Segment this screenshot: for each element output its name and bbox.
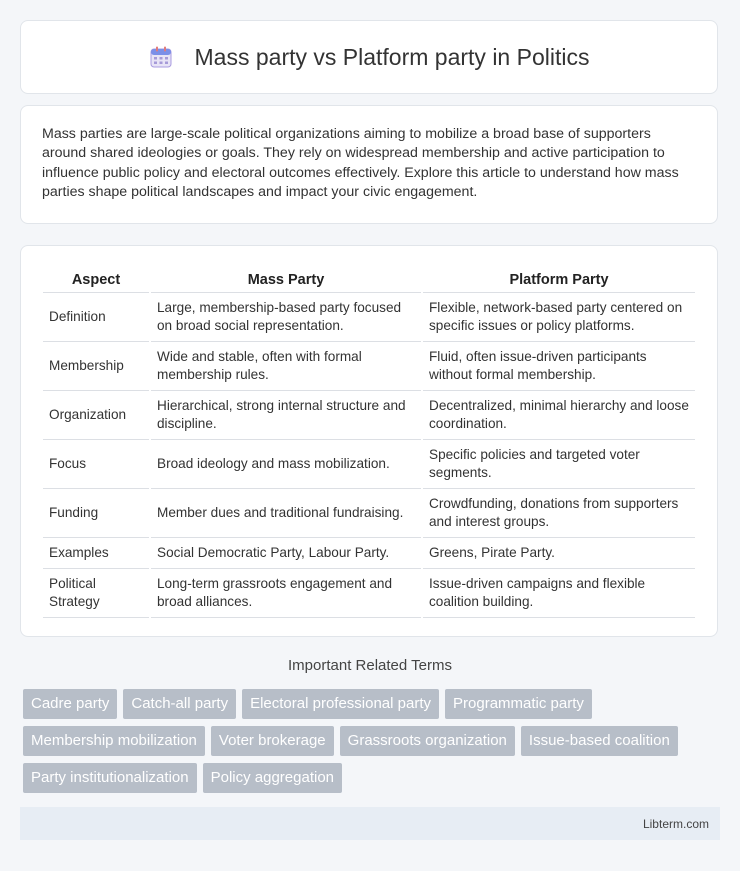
footer-site-link[interactable]: Libterm.com (642, 817, 709, 831)
header-aspect: Aspect (43, 264, 149, 293)
row-aspect: Funding (43, 489, 149, 538)
row-platform-party: Greens, Pirate Party. (423, 538, 695, 569)
row-platform-party: Specific policies and targeted voter segments. (423, 440, 695, 489)
table-row (43, 391, 695, 440)
row-platform-party: Issue-driven campaigns and flexible coalition building. (423, 569, 695, 618)
header-platform-party: Platform Party (423, 264, 695, 293)
table-row (43, 342, 695, 391)
row-platform-party: Flexible, network-based party centered on specific issues or policy platforms. (423, 293, 695, 342)
footer (20, 807, 720, 840)
row-mass-party: Broad ideology and mass mobilization. (151, 440, 421, 489)
row-mass-party: Member dues and traditional fundraising. (151, 489, 421, 538)
title-wrap (149, 44, 590, 71)
related-term-tag[interactable]: Issue-based coalition (521, 726, 678, 756)
related-term-tag[interactable]: Grassroots organization (340, 726, 515, 756)
related-term-tag[interactable]: Voter brokerage (211, 726, 334, 756)
header-card (20, 20, 718, 94)
page-title: Mass party vs Platform party in Politics (194, 43, 590, 70)
table-row (43, 489, 695, 538)
comparison-card (20, 245, 718, 637)
intro-text: Mass parties are large-scale political organizations aiming to mobilize a broad base of supporters around shared ideologies or goals. They rely on widespread membership and active participation to influence public policy and electoral outcomes effectively. Explore this article to understand how mass parties shape political landscapes and impact your civic engagement. (42, 126, 679, 200)
related-terms-title: Important Related Terms (288, 657, 452, 674)
table-row (43, 440, 695, 489)
row-platform-party: Crowdfunding, donations from supporters and interest groups. (423, 489, 695, 538)
row-mass-party: Long-term grassroots engagement and broad alliances. (151, 569, 421, 618)
header-mass-party: Mass Party (151, 264, 421, 293)
calendar-icon (149, 45, 173, 69)
row-platform-party: Decentralized, minimal hierarchy and loose coordination. (423, 391, 695, 440)
related-term-tag[interactable]: Membership mobilization (23, 726, 205, 756)
related-term-tag[interactable]: Electoral professional party (242, 689, 439, 719)
row-aspect: Definition (43, 293, 149, 342)
row-aspect: Political Strategy (43, 569, 149, 618)
table-header-row (43, 264, 695, 293)
related-term-tag[interactable]: Party institutionalization (23, 763, 197, 793)
related-terms-list (23, 689, 703, 793)
row-mass-party: Wide and stable, often with formal membership rules. (151, 342, 421, 391)
row-aspect: Focus (43, 440, 149, 489)
comparison-table (41, 264, 697, 618)
row-aspect: Organization (43, 391, 149, 440)
related-term-tag[interactable]: Programmatic party (445, 689, 592, 719)
table-row (43, 538, 695, 569)
intro-card (20, 105, 718, 224)
row-mass-party: Social Democratic Party, Labour Party. (151, 538, 421, 569)
table-row (43, 569, 695, 618)
row-platform-party: Fluid, often issue-driven participants without formal membership. (423, 342, 695, 391)
related-term-tag[interactable]: Cadre party (23, 689, 117, 719)
row-aspect: Examples (43, 538, 149, 569)
related-term-tag[interactable]: Policy aggregation (203, 763, 342, 793)
related-term-tag[interactable]: Catch-all party (123, 689, 236, 719)
row-aspect: Membership (43, 342, 149, 391)
row-mass-party: Hierarchical, strong internal structure and discipline. (151, 391, 421, 440)
row-mass-party: Large, membership-based party focused on broad social representation. (151, 293, 421, 342)
table-row (43, 293, 695, 342)
